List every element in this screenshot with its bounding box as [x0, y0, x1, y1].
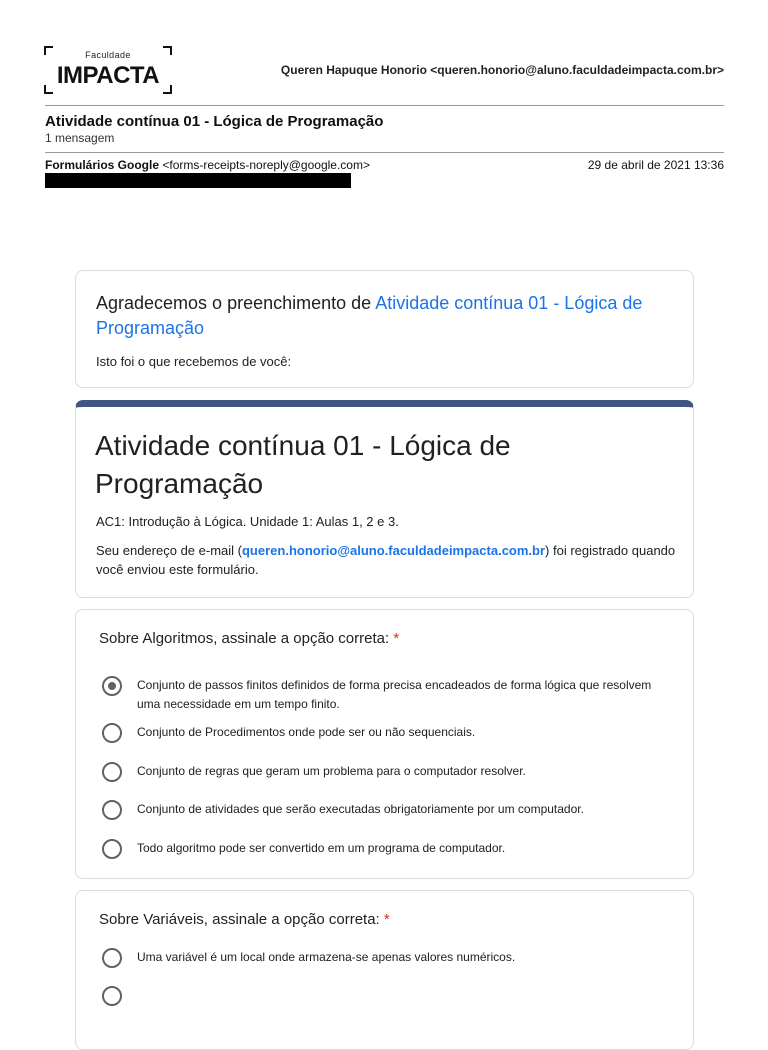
- question-card: [75, 609, 694, 879]
- email-note-prefix: Seu endereço de e-mail (: [96, 543, 242, 558]
- received-text: Isto foi o que recebemos de você:: [96, 354, 292, 369]
- option-label: Conjunto de Procedimentos onde pode ser ou não sequenciais.: [137, 725, 476, 739]
- question-title: [99, 911, 390, 928]
- sender-name: Formulários Google: [45, 158, 160, 172]
- option-label: Conjunto de regras que geram um problema para o computador resolver.: [137, 764, 526, 778]
- account-info: Queren Hapuque Honorio <queren.honorio@aluno.faculdadeimpacta.com.br>: [280, 63, 724, 77]
- email-registered-note: [96, 541, 676, 579]
- question-card: [75, 890, 694, 1050]
- required-asterisk: *: [393, 630, 400, 647]
- form-header-card: [75, 400, 694, 598]
- option-label: Uma variável é um local onde armazena-se apenas valores numéricos.: [137, 950, 516, 964]
- required-asterisk: *: [383, 911, 390, 928]
- logo-main-text: IMPACTA: [56, 62, 160, 89]
- email-note-suffix: ) foi registrado quando você enviou este formulário.: [96, 543, 676, 577]
- radio-unselected-icon[interactable]: [102, 948, 122, 968]
- question-text: Sobre Variáveis, assinale a opção correta:: [99, 911, 380, 928]
- divider: [45, 105, 724, 106]
- form-link[interactable]: Atividade contínua 01 - Lógica de Programação: [96, 293, 643, 338]
- logo-small-text: Faculdade: [85, 50, 131, 60]
- form-description: AC1: Introdução à Lógica. Unidade 1: Aulas 1, 2 e 3.: [96, 514, 399, 529]
- divider: [45, 152, 724, 153]
- radio-selected-icon[interactable]: [102, 676, 122, 696]
- radio-unselected-icon[interactable]: [102, 839, 122, 859]
- radio-unselected-icon[interactable]: [102, 986, 122, 1006]
- question-title: [99, 630, 399, 647]
- email-subject: Atividade contínua 01 - Lógica de Programação: [45, 113, 384, 130]
- thanks-message: [96, 291, 686, 341]
- sender-email: <forms-receipts-noreply@google.com>: [162, 158, 370, 172]
- thanks-card: [75, 270, 694, 388]
- option-label: Todo algoritmo pode ser convertido em um programa de computador.: [137, 841, 506, 855]
- radio-unselected-icon[interactable]: [102, 800, 122, 820]
- redaction-bar: [45, 173, 351, 188]
- radio-unselected-icon[interactable]: [102, 723, 122, 743]
- message-count: 1 mensagem: [45, 131, 115, 145]
- respondent-email-link[interactable]: queren.honorio@aluno.faculdadeimpacta.com.br: [241, 543, 546, 558]
- form-title: Atividade contínua 01 - Lógica de Programação: [95, 430, 511, 499]
- option-label: Conjunto de atividades que serão executadas obrigatoriamente por um computador.: [137, 802, 584, 816]
- sender-line: [45, 158, 370, 172]
- email-date: 29 de abril de 2021 13:36: [587, 158, 724, 172]
- option-label: Conjunto de passos finitos definidos de forma precisa encadeados de forma lógica que resolvem uma necessidade em um tempo finito.: [137, 678, 652, 711]
- thanks-prefix: Agradecemos o preenchimento de: [96, 293, 376, 313]
- faculdade-impacta-logo: [44, 46, 172, 94]
- question-text: Sobre Algoritmos, assinale a opção correta:: [99, 630, 390, 647]
- radio-unselected-icon[interactable]: [102, 762, 122, 782]
